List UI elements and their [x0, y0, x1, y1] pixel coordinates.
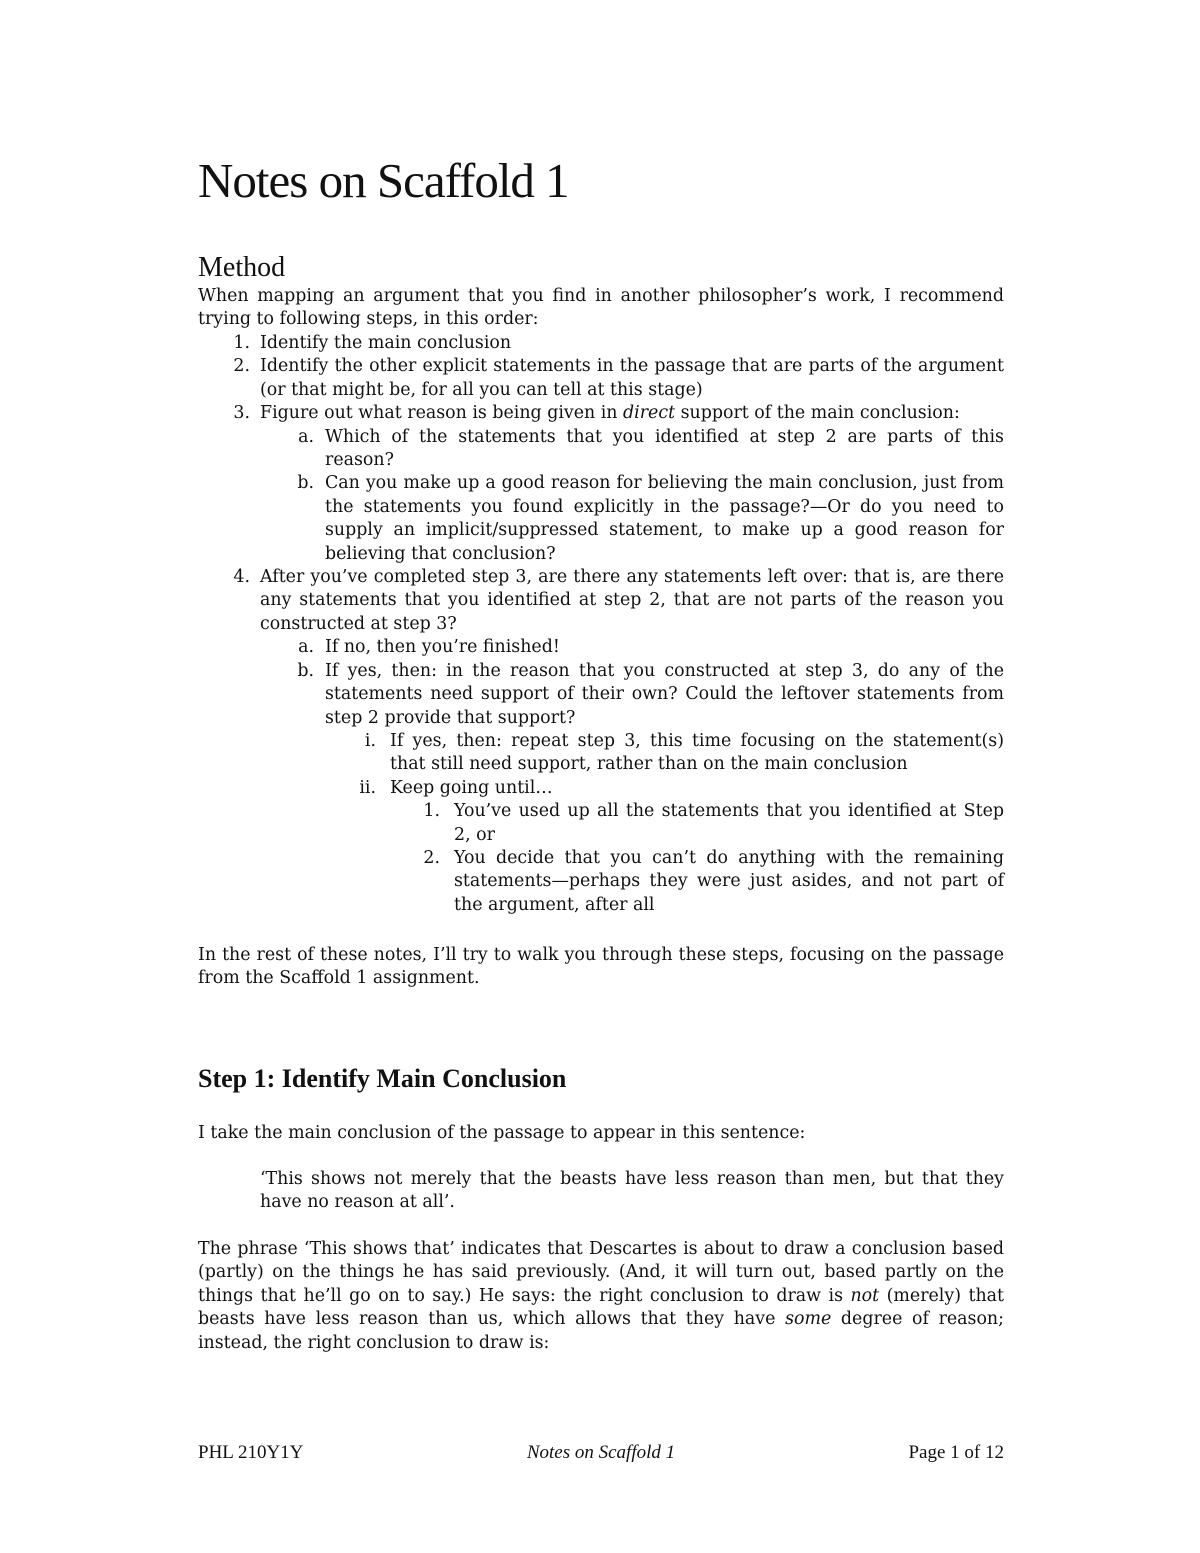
- method-steps-list: [198, 332, 1004, 917]
- list-number: a.: [298, 426, 314, 447]
- list-item: [198, 847, 1004, 917]
- list-number: 4.: [233, 567, 250, 588]
- list-text: Keep going until…: [390, 777, 553, 798]
- list-number: 1.: [233, 333, 250, 353]
- list-item: [198, 332, 1004, 355]
- list-text: If no, then you’re finished!: [325, 637, 560, 658]
- step1-paragraph: [198, 1238, 1004, 1355]
- list-text: You’ve used up all the statements that you identified at Step 2, or: [454, 801, 1004, 845]
- paragraph-part: degree of reason; instead, the right conclusion to draw is:: [198, 1309, 1004, 1353]
- step1-heading: Step 1: Identify Main Conclusion: [198, 1064, 567, 1093]
- list-item: [198, 472, 1004, 566]
- list-item: [198, 355, 1004, 402]
- list-number: b.: [297, 660, 314, 681]
- method-closing-paragraph: In the rest of these notes, I’ll try to walk you through these steps, focusing on the passage from the Scaffold 1 assignment.: [198, 945, 1004, 989]
- list-number: b.: [297, 473, 314, 494]
- list-number: 2.: [423, 847, 440, 868]
- list-text-after: support of the main conclusion:: [675, 403, 960, 424]
- footer-page-number: Page 1 of 12: [908, 1442, 1004, 1463]
- list-number: i.: [364, 730, 376, 751]
- footer-doc-title: Notes on Scaffold 1: [526, 1442, 676, 1463]
- emphasis-some: some: [785, 1309, 832, 1330]
- emphasis-direct: direct: [623, 403, 676, 424]
- list-item: [198, 730, 1004, 777]
- list-text: Identify the main conclusion: [260, 333, 512, 353]
- list-text: Can you make up a good reason for believing the main conclusion, just from the statements you found explicitly in the passage?—Or do you need to supply an implicit/suppressed statement, to make up a good reason for believing that conclusion?: [325, 473, 1004, 564]
- emphasis-not: not: [850, 1285, 880, 1306]
- list-text: Which of the statements that you identified at step 2 are parts of this reason?: [325, 426, 1004, 471]
- list-item: [198, 566, 1004, 636]
- list-number: a.: [298, 637, 314, 658]
- list-item: [198, 800, 1004, 847]
- footer-course: PHL 210Y1Y: [198, 1442, 304, 1463]
- list-number: 1.: [423, 801, 440, 822]
- list-number: 2.: [233, 356, 250, 377]
- list-text: You decide that you can’t do anything with the remaining statements—perhaps they were just asides, and not part of the argument, after all: [454, 847, 1004, 915]
- list-text-before: Figure out what reason is being given in: [260, 403, 624, 424]
- method-intro: When mapping an argument that you find in another philosopher’s work, I recommend trying to following steps, in this order:: [198, 286, 1004, 330]
- paragraph-part: The phrase ‘This shows that’ indicates that Descartes is about to draw a conclusion based (partly) on the things he has said previously. (And, it will turn out, based partly on the things that he’ll go on to say.) He says: the right conclusion to draw is: [198, 1239, 1004, 1306]
- list-text: If yes, then: in the reason that you constructed at step 3, do any of the statements need support of their own? Could the leftover statements from step 2 provide that support?: [325, 660, 1004, 728]
- page-footer: [198, 1442, 1004, 1468]
- list-item: [198, 636, 1004, 659]
- list-text: After you’ve completed step 3, are there any statements left over: that is, are there any statements that you identified at step 2, that are not parts of the reason you constructed at step 3?: [260, 567, 1004, 634]
- paragraph-part: (merely) that beasts have less reason than us, which allows that they have: [198, 1285, 1005, 1330]
- method-heading: Method: [198, 252, 286, 283]
- list-number: ii.: [359, 777, 376, 798]
- list-text: If yes, then: repeat step 3, this time focusing on the statement(s) that still need support, rather than on the main conclusion: [390, 730, 1004, 775]
- block-quote: ‘This shows not merely that the beasts have less reason than men, but that they have no reason at all’.: [260, 1169, 1004, 1213]
- list-text: Identify the other explicit statements in the passage that are parts of the argument (or that might be, for all you can tell at this stage): [260, 356, 1004, 400]
- list-item: [198, 402, 1004, 425]
- list-item: [198, 426, 1004, 473]
- document-page: [198, 0, 1004, 1553]
- step1-intro: I take the main conclusion of the passage to appear in this sentence:: [198, 1123, 806, 1143]
- list-item: [198, 777, 1004, 800]
- list-number: 3.: [233, 403, 250, 424]
- page-title: Notes on Scaffold 1: [198, 153, 569, 208]
- list-item: [198, 660, 1004, 730]
